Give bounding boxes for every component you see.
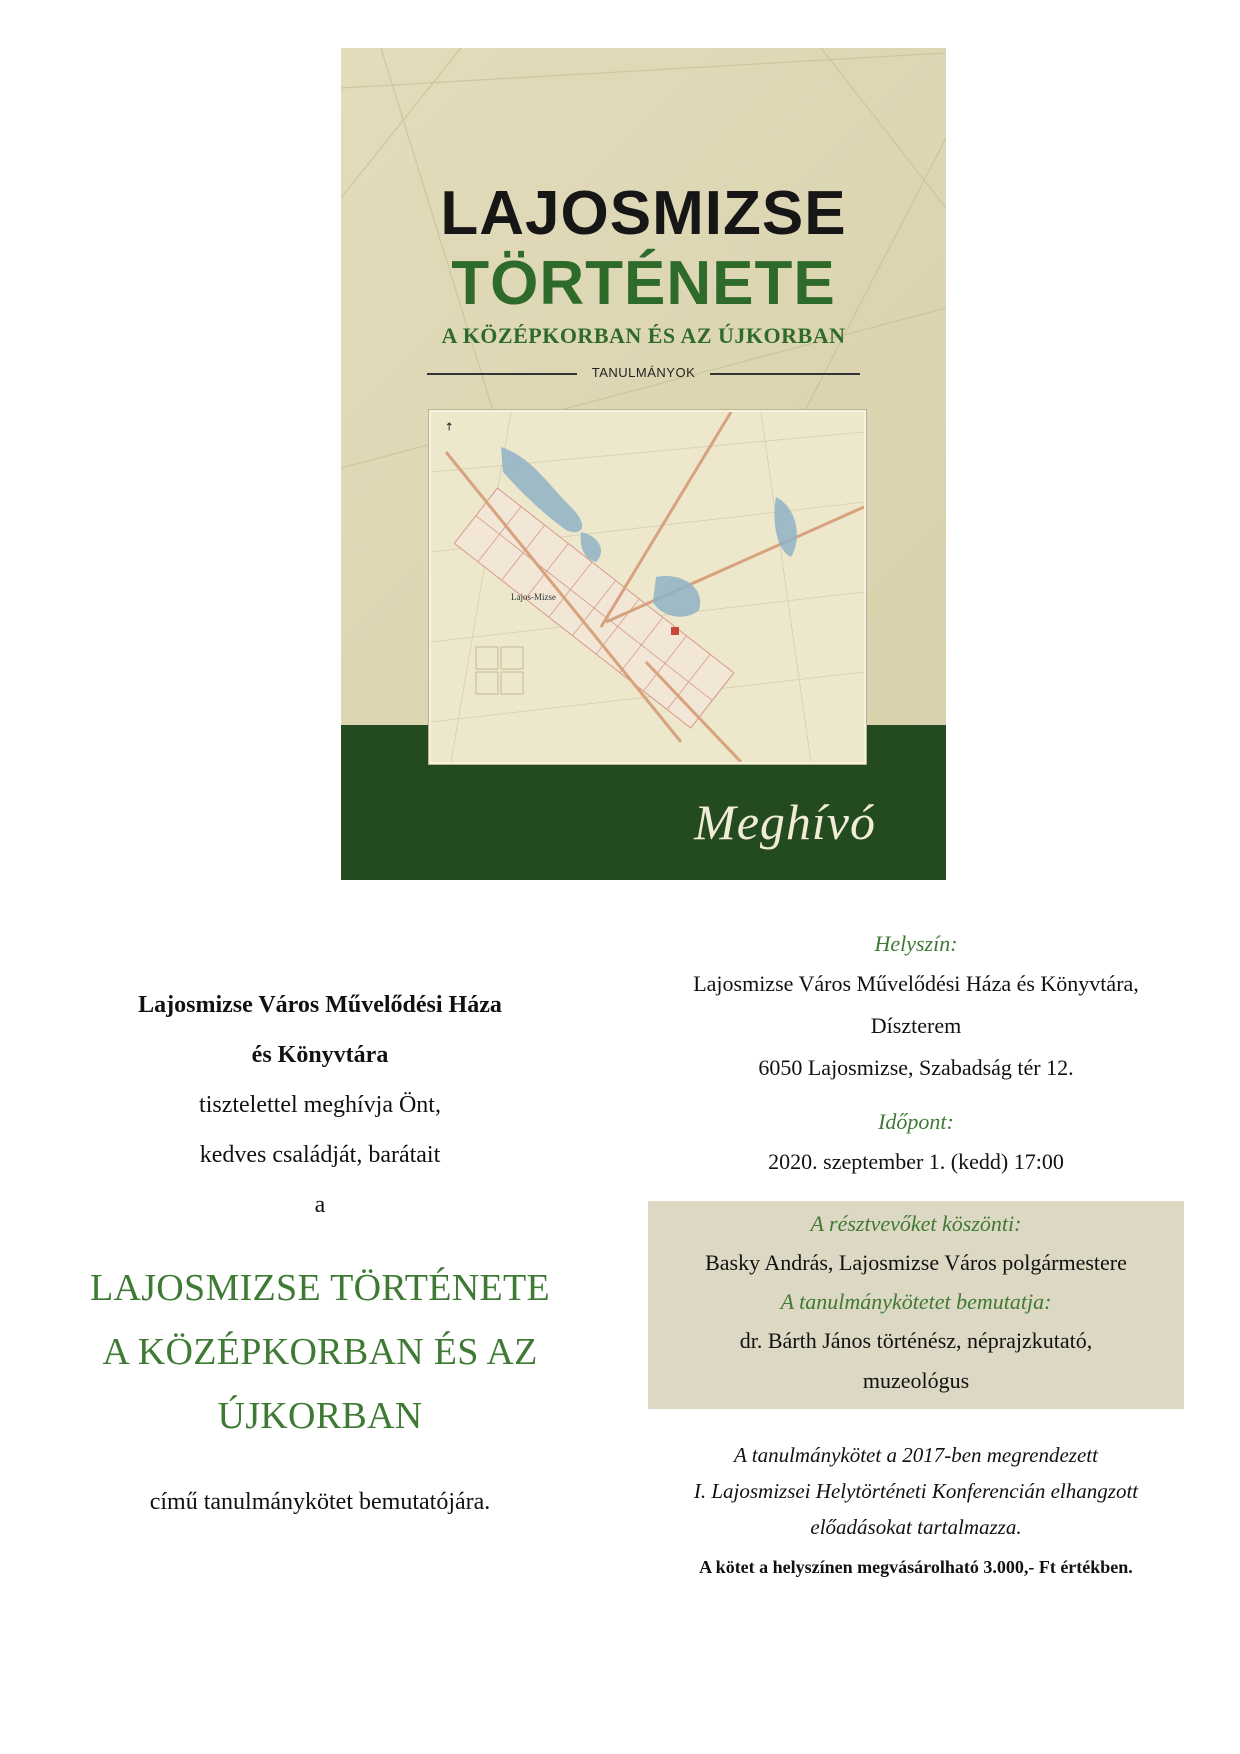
venue-heading: Helyszín: — [874, 931, 958, 956]
hosts-box — [648, 1201, 1184, 1409]
note-line: I. Lajosmizsei Helytörténeti Konferencián elhangzott — [693, 1479, 1139, 1503]
venue-line: Díszterem — [870, 1013, 962, 1038]
cover-subtitle: A KÖZÉPKORBAN ÉS AZ ÚJKORBAN — [441, 323, 846, 348]
note-line: előadásokat tartalmazza. — [810, 1515, 1022, 1539]
closing-line: című tanulmánykötet bemutatójára. — [149, 1489, 491, 1515]
cover-title-line-1: LAJOSMIZSE — [440, 179, 847, 248]
greeting-person: Basky András, Lajosmizse Város polgármestere — [705, 1250, 1127, 1275]
venue-line: 6050 Lajosmizse, Szabadság tér 12. — [758, 1055, 1074, 1080]
svg-text:⇡: ⇡ — [445, 422, 454, 433]
invite-line: kedves családját, barátait — [199, 1142, 441, 1168]
presenter-line: dr. Bárth János történész, néprajzkutató, — [739, 1328, 1093, 1353]
event-details — [648, 925, 1184, 1587]
event-title-line: ÚJKORBAN — [217, 1395, 423, 1437]
event-title-line: A KÖZÉPKORBAN ÉS AZ — [102, 1331, 538, 1373]
note-line: A tanulmánykötet a 2017-ben megrendezett — [734, 1443, 1098, 1467]
event-title-line: LAJOSMIZSE TÖRTÉNETE — [89, 1267, 551, 1309]
historic-map-drawing — [431, 412, 864, 762]
presenter-heading: A tanulmánykötetet bemutatja: — [780, 1289, 1052, 1314]
invite-line: a — [314, 1192, 326, 1218]
map-place-label: Lajos-Mizse — [511, 592, 556, 602]
event-title — [40, 1256, 600, 1448]
book-cover — [341, 48, 946, 880]
time-value: 2020. szeptember 1. (kedd) 17:00 — [768, 1149, 1064, 1174]
organizer-line-1: Lajosmizse Város Művelődési Háza — [138, 992, 502, 1018]
invite-line: tisztelettel meghívja Önt, — [199, 1092, 441, 1118]
cover-series-row — [427, 363, 860, 383]
cover-title-line-2: TÖRTÉNETE — [451, 249, 836, 318]
divider — [710, 373, 860, 375]
presenter-line: muzeológus — [862, 1368, 970, 1393]
price-line: A kötet a helyszínen megvásárolható 3.000,- Ft értékben. — [699, 1557, 1133, 1577]
time-heading: Időpont: — [878, 1109, 954, 1134]
invitation-text — [40, 980, 600, 1522]
cover-invitation-word: Meghívó — [694, 794, 876, 850]
book-note — [648, 1437, 1184, 1545]
greeting-heading: A résztvevőket köszönti: — [810, 1211, 1022, 1236]
cover-series-label: TANULMÁNYOK — [591, 365, 696, 380]
cover-historic-map — [429, 410, 866, 764]
venue-line: Lajosmizse Város Művelődési Háza és Könyvtára, — [693, 971, 1139, 996]
organizer-line-2: és Könyvtára — [251, 1042, 389, 1068]
